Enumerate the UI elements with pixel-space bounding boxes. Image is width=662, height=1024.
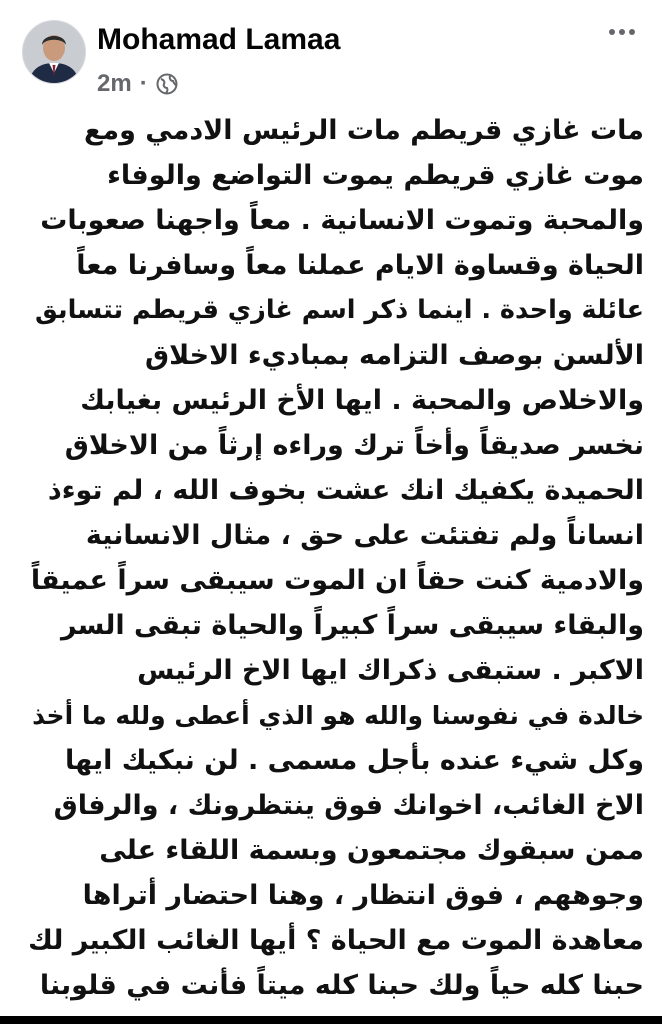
- post-text-line: انساناً ولم تفتئت على حق ، مثال الانسانية: [85, 520, 644, 551]
- post-text-line: موت غازي قريطم يموت التواضع والوفاء: [107, 160, 644, 191]
- post-timestamp[interactable]: 2m: [97, 70, 132, 97]
- post-text-line: والادمية كنت حقاً ان الموت سيبقى سراً عميقاً: [30, 565, 644, 596]
- post-text-line: الحميدة يكفيك انك عشت بخوف الله ، لم توءذ: [47, 475, 644, 506]
- post-text-line: حبنا كله حياً ولك حبنا كله ميتاً فأنت في قلوبنا: [39, 970, 644, 1001]
- post-text-line: الاكبر . ستبقى ذكراك ايها الاخ الرئيس: [137, 655, 644, 686]
- globe-icon[interactable]: [156, 73, 178, 95]
- post-text-line: الألسن بوصف التزامه بمباديء الاخلاق: [145, 340, 644, 371]
- post-text-line: الحياة وقساوة الايام عملنا معاً وسافرنا معاً: [76, 250, 644, 281]
- more-options-icon[interactable]: [604, 18, 640, 46]
- avatar-photo: [23, 21, 85, 83]
- post-text-line: وجوههم ، فوق انتظار ، وهنا احتضار أتراها: [82, 880, 644, 911]
- bottom-edge-bar: [0, 1016, 662, 1024]
- post-text-line: والبقاء سيبقى سراً كبيراً والحياة تبقى السر: [60, 610, 644, 641]
- meta-separator: ·: [139, 70, 148, 97]
- post-text-line: والاخلاص والمحبة . ايها الأخ الرئيس بغيابك: [80, 385, 644, 416]
- post-meta: [97, 68, 178, 100]
- post-text-line: عائلة واحدة . اينما ذكر اسم غازي قريطم تتسابق: [35, 295, 644, 325]
- post-body-text: [24, 108, 644, 1008]
- author-avatar[interactable]: [22, 20, 86, 84]
- post-text-line: وكل شيء عنده بأجل مسمى . لن نبكيك ايها: [65, 745, 644, 776]
- post-text-line: معاهدة الموت مع الحياة ؟ أيها الغائب الكبير لك: [28, 925, 644, 956]
- post-text-line: خالدة في نفوسنا والله هو الذي أعطى ولله ما أخذ: [32, 701, 644, 730]
- post-text-line: نخسر صديقاً وأخاً ترك وراءه إرثاً من الاخلاق: [64, 430, 644, 461]
- post-text-line: ممن سبقوك مجتمعون وبسمة اللقاء على: [99, 835, 644, 866]
- post-text-line: مات غازي قريطم مات الرئيس الادمي ومع: [83, 115, 644, 146]
- post-text-line: الاخ الغائب، اخوانك فوق ينتظرونك ، والرفاق: [53, 790, 644, 821]
- author-name[interactable]: Mohamad Lamaa: [97, 23, 341, 56]
- post-text-line: والمحبة وتموت الانسانية . معاً واجهنا صعوبات: [40, 205, 644, 236]
